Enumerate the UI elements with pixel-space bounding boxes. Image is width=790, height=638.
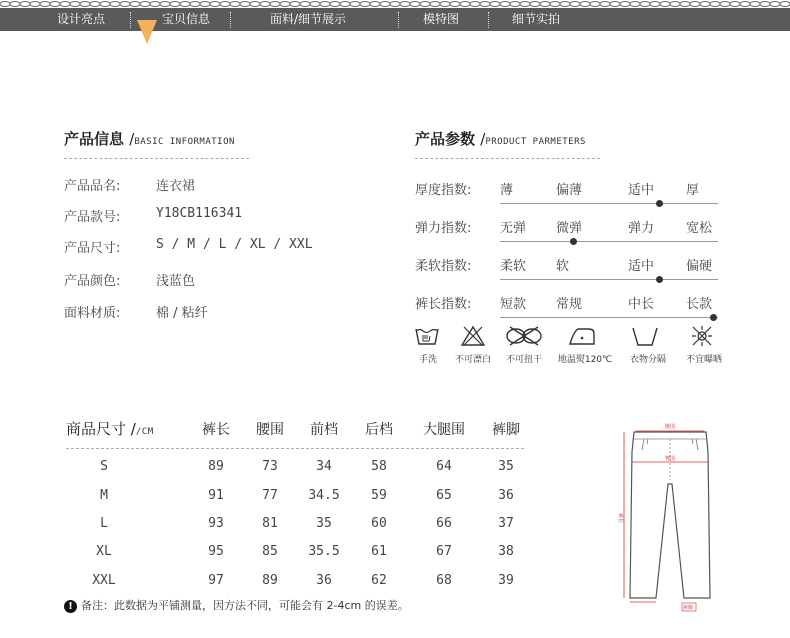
pants-measurement-diagram [610,422,730,614]
chain-link [590,2,600,7]
chain-link [690,2,700,7]
product-params-title: 产品参数 /PRODUCT PARMETERS [415,130,586,148]
nav-separator [398,12,399,28]
chain-link [200,2,210,7]
size-table-cell: 38 [498,544,514,559]
size-table-header: 裤长 [202,422,230,438]
param-label: 裤长指数: [415,297,472,312]
chain-link [60,2,70,7]
param-option: 软 [556,259,570,274]
info-label: 产品款号: [64,210,121,225]
hand-wash-icon [414,325,440,347]
chain-link [120,2,130,7]
chain-link [560,2,570,7]
chain-link [220,2,230,7]
size-table-cell: 89 [262,573,278,588]
param-option: 常规 [556,297,583,312]
chain-link [600,2,610,7]
chain-link [140,2,150,7]
divider [64,158,249,159]
info-label: 产品颜色: [64,274,121,289]
info-value: 棉 / 粘纤 [156,306,208,321]
param-option: 无弹 [500,221,527,236]
care-label: 手洗 [418,355,437,365]
chain-link [720,2,730,7]
size-table-cell: 97 [208,573,224,588]
care-label: 地温熨120℃ [557,355,613,365]
active-nav-marker [137,20,157,44]
chain-link [740,2,750,7]
chain-link [420,2,430,7]
info-value: 浅蓝色 [156,274,196,289]
chain-link [430,2,440,7]
size-table-header: 前档 [310,422,338,438]
size-table-header: 裤脚 [492,422,520,438]
nav-item-detail-photos[interactable]: 细节实拍 [512,12,561,26]
care-label: 衣物分隔 [629,355,666,365]
nav-strip [0,8,790,31]
chain-link [400,2,410,7]
chain-link [640,2,650,7]
nav-item-product-info[interactable]: 宝贝信息 [162,12,211,26]
chain-link [30,2,40,7]
chain-link [550,2,560,7]
length-label: 裤长 [617,512,623,524]
param-label: 柔软指数: [415,259,472,274]
param-option: 短款 [500,297,527,312]
size-table-cell: 36 [498,488,514,503]
size-table-cell: 35 [316,516,332,531]
size-table-cell: 95 [208,544,224,559]
size-table-cell: 60 [371,516,387,531]
chain-link [70,2,80,7]
chain-link [170,2,180,7]
nav-item-design-highlights[interactable]: 设计亮点 [57,12,106,26]
chain-link [670,2,680,7]
param-option: 长款 [686,297,713,312]
param-label: 弹力指数: [415,221,472,236]
size-table-cell: 85 [262,544,278,559]
size-table-cell: 66 [436,516,452,531]
waist-label: 腰围 [664,424,676,430]
nav-separator [230,12,231,28]
chain-link [460,2,470,7]
chain-link [410,2,420,7]
chain-link [270,2,280,7]
chain-link [80,2,90,7]
care-label: 不可漂白 [454,355,491,365]
size-table-cell: 93 [208,516,224,531]
chain-link [20,2,30,7]
product-info-title: 产品信息 /BASIC INFORMATION [64,130,235,148]
size-table-header: 大腿围 [423,422,465,438]
warning-icon: ! [64,600,77,613]
chain-link [710,2,720,7]
size-table-cell: 35.5 [308,544,340,559]
chain-link [750,2,760,7]
param-option: 中长 [628,297,655,312]
care-label: 不宜曝晒 [685,355,722,365]
size-table-cell: 65 [436,488,452,503]
size-label: L [100,516,108,531]
info-value: 连衣裙 [156,179,196,194]
size-table-cell: 68 [436,573,452,588]
chain-link [250,2,260,7]
chain-link [330,2,340,7]
size-table-cell: 62 [371,573,387,588]
hem-label: 裤脚 [682,605,694,611]
chain-link [570,2,580,7]
chain-link [10,2,20,7]
param-option: 偏硬 [686,259,713,274]
param-option: 适中 [628,183,655,198]
chain-link [350,2,360,7]
param-selected-dot [710,314,717,321]
size-table-cell: 39 [498,573,514,588]
chain-link [510,2,520,7]
param-scale-line [500,203,718,204]
param-selected-dot [656,200,663,207]
nav-item-model-photos[interactable]: 模特图 [423,12,460,26]
chain-link [230,2,240,7]
size-table-cell: 77 [262,488,278,503]
size-label: XXL [92,573,116,588]
chain-link [630,2,640,7]
chain-link [520,2,530,7]
param-selected-dot [656,276,663,283]
size-label: XL [96,544,112,559]
top-nav-bar [0,0,790,34]
nav-separator [130,12,131,28]
size-table-cell: 34.5 [308,488,340,503]
param-label: 厚度指数: [415,183,472,198]
info-value: S / M / L / XL / XXL [156,237,313,252]
thigh-label: 臀围 [664,456,676,462]
info-label: 面料材质: [64,306,121,321]
size-table-cell: 67 [436,544,452,559]
chain-link [40,2,50,7]
chain-link [390,2,400,7]
divider [415,158,600,159]
chain-link [100,2,110,7]
size-table-cell: 35 [498,459,514,474]
chain-link [110,2,120,7]
chain-link [0,2,10,7]
size-table-cell: 91 [208,488,224,503]
no-wring-icon [504,325,544,347]
chain-link [470,2,480,7]
chain-link [450,2,460,7]
chain-link [730,2,740,7]
chain-link [300,2,310,7]
chain-link [310,2,320,7]
chain-link [150,2,160,7]
divider [66,448,524,449]
info-label: 产品尺寸: [64,241,121,256]
size-label: S [100,459,108,474]
param-option: 厚 [686,183,700,198]
chain-link [50,2,60,7]
no-bleach-icon [460,325,486,347]
size-table-cell: 58 [371,459,387,474]
param-scale-line [500,279,718,280]
chain-link [320,2,330,7]
param-option: 偏薄 [556,183,583,198]
info-value: Y18CB116341 [156,206,243,221]
chain-link [660,2,670,7]
param-option: 适中 [628,259,655,274]
size-table-cell: 64 [436,459,452,474]
param-scale-line [500,241,718,242]
param-selected-dot [570,238,577,245]
param-option: 弹力 [628,221,655,236]
chain-link [210,2,220,7]
chain-link [280,2,290,7]
size-table-cell: 37 [498,516,514,531]
chain-link [360,2,370,7]
iron-icon [566,325,598,347]
chain-link [620,2,630,7]
chain-link [700,2,710,7]
chain-link [780,2,790,7]
chain-link [180,2,190,7]
chain-link [760,2,770,7]
chain-link [190,2,200,7]
chain-link [440,2,450,7]
size-label: M [100,488,108,503]
param-scale-line [500,317,718,318]
param-option: 宽松 [686,221,713,236]
size-table-cell: 59 [371,488,387,503]
chain-link [500,2,510,7]
size-table-cell: 89 [208,459,224,474]
chain-link [380,2,390,7]
note-text: 备注：此数据为平铺测量，因方法不同，可能会有 2-4cm 的误差。 [81,599,409,612]
no-sun-dry-icon [690,324,714,348]
chain-link [240,2,250,7]
size-table-cell: 61 [371,544,387,559]
chain-link [480,2,490,7]
chain-link [370,2,380,7]
size-table-cell: 81 [262,516,278,531]
chain-link [650,2,660,7]
wash-separately-icon [630,325,660,347]
size-table-header: 后档 [365,422,393,438]
chain-link [340,2,350,7]
size-table-cell: 36 [316,573,332,588]
size-table-title: 商品尺寸 //CM [66,420,154,438]
size-table-cell: 73 [262,459,278,474]
chain-link [770,2,780,7]
size-table-cell: 34 [316,459,332,474]
param-option: 薄 [500,183,514,198]
chain-link [680,2,690,7]
chain-link [540,2,550,7]
chain-link [490,2,500,7]
chain-link [90,2,100,7]
chain-link [580,2,590,7]
chain-link [610,2,620,7]
nav-separator [488,12,489,28]
param-option: 微弹 [556,221,583,236]
param-option: 柔软 [500,259,527,274]
chain-link [530,2,540,7]
size-table-header: 腰围 [256,422,284,438]
chain-link [130,2,140,7]
info-label: 产品品名: [64,179,121,194]
chain-link [160,2,170,7]
chain-link [290,2,300,7]
chain-link [260,2,270,7]
chain-border [0,0,790,8]
nav-item-fabric-details[interactable]: 面料/细节展示 [270,12,347,26]
measurement-note [64,597,409,613]
care-label: 不可扭干 [505,355,542,365]
